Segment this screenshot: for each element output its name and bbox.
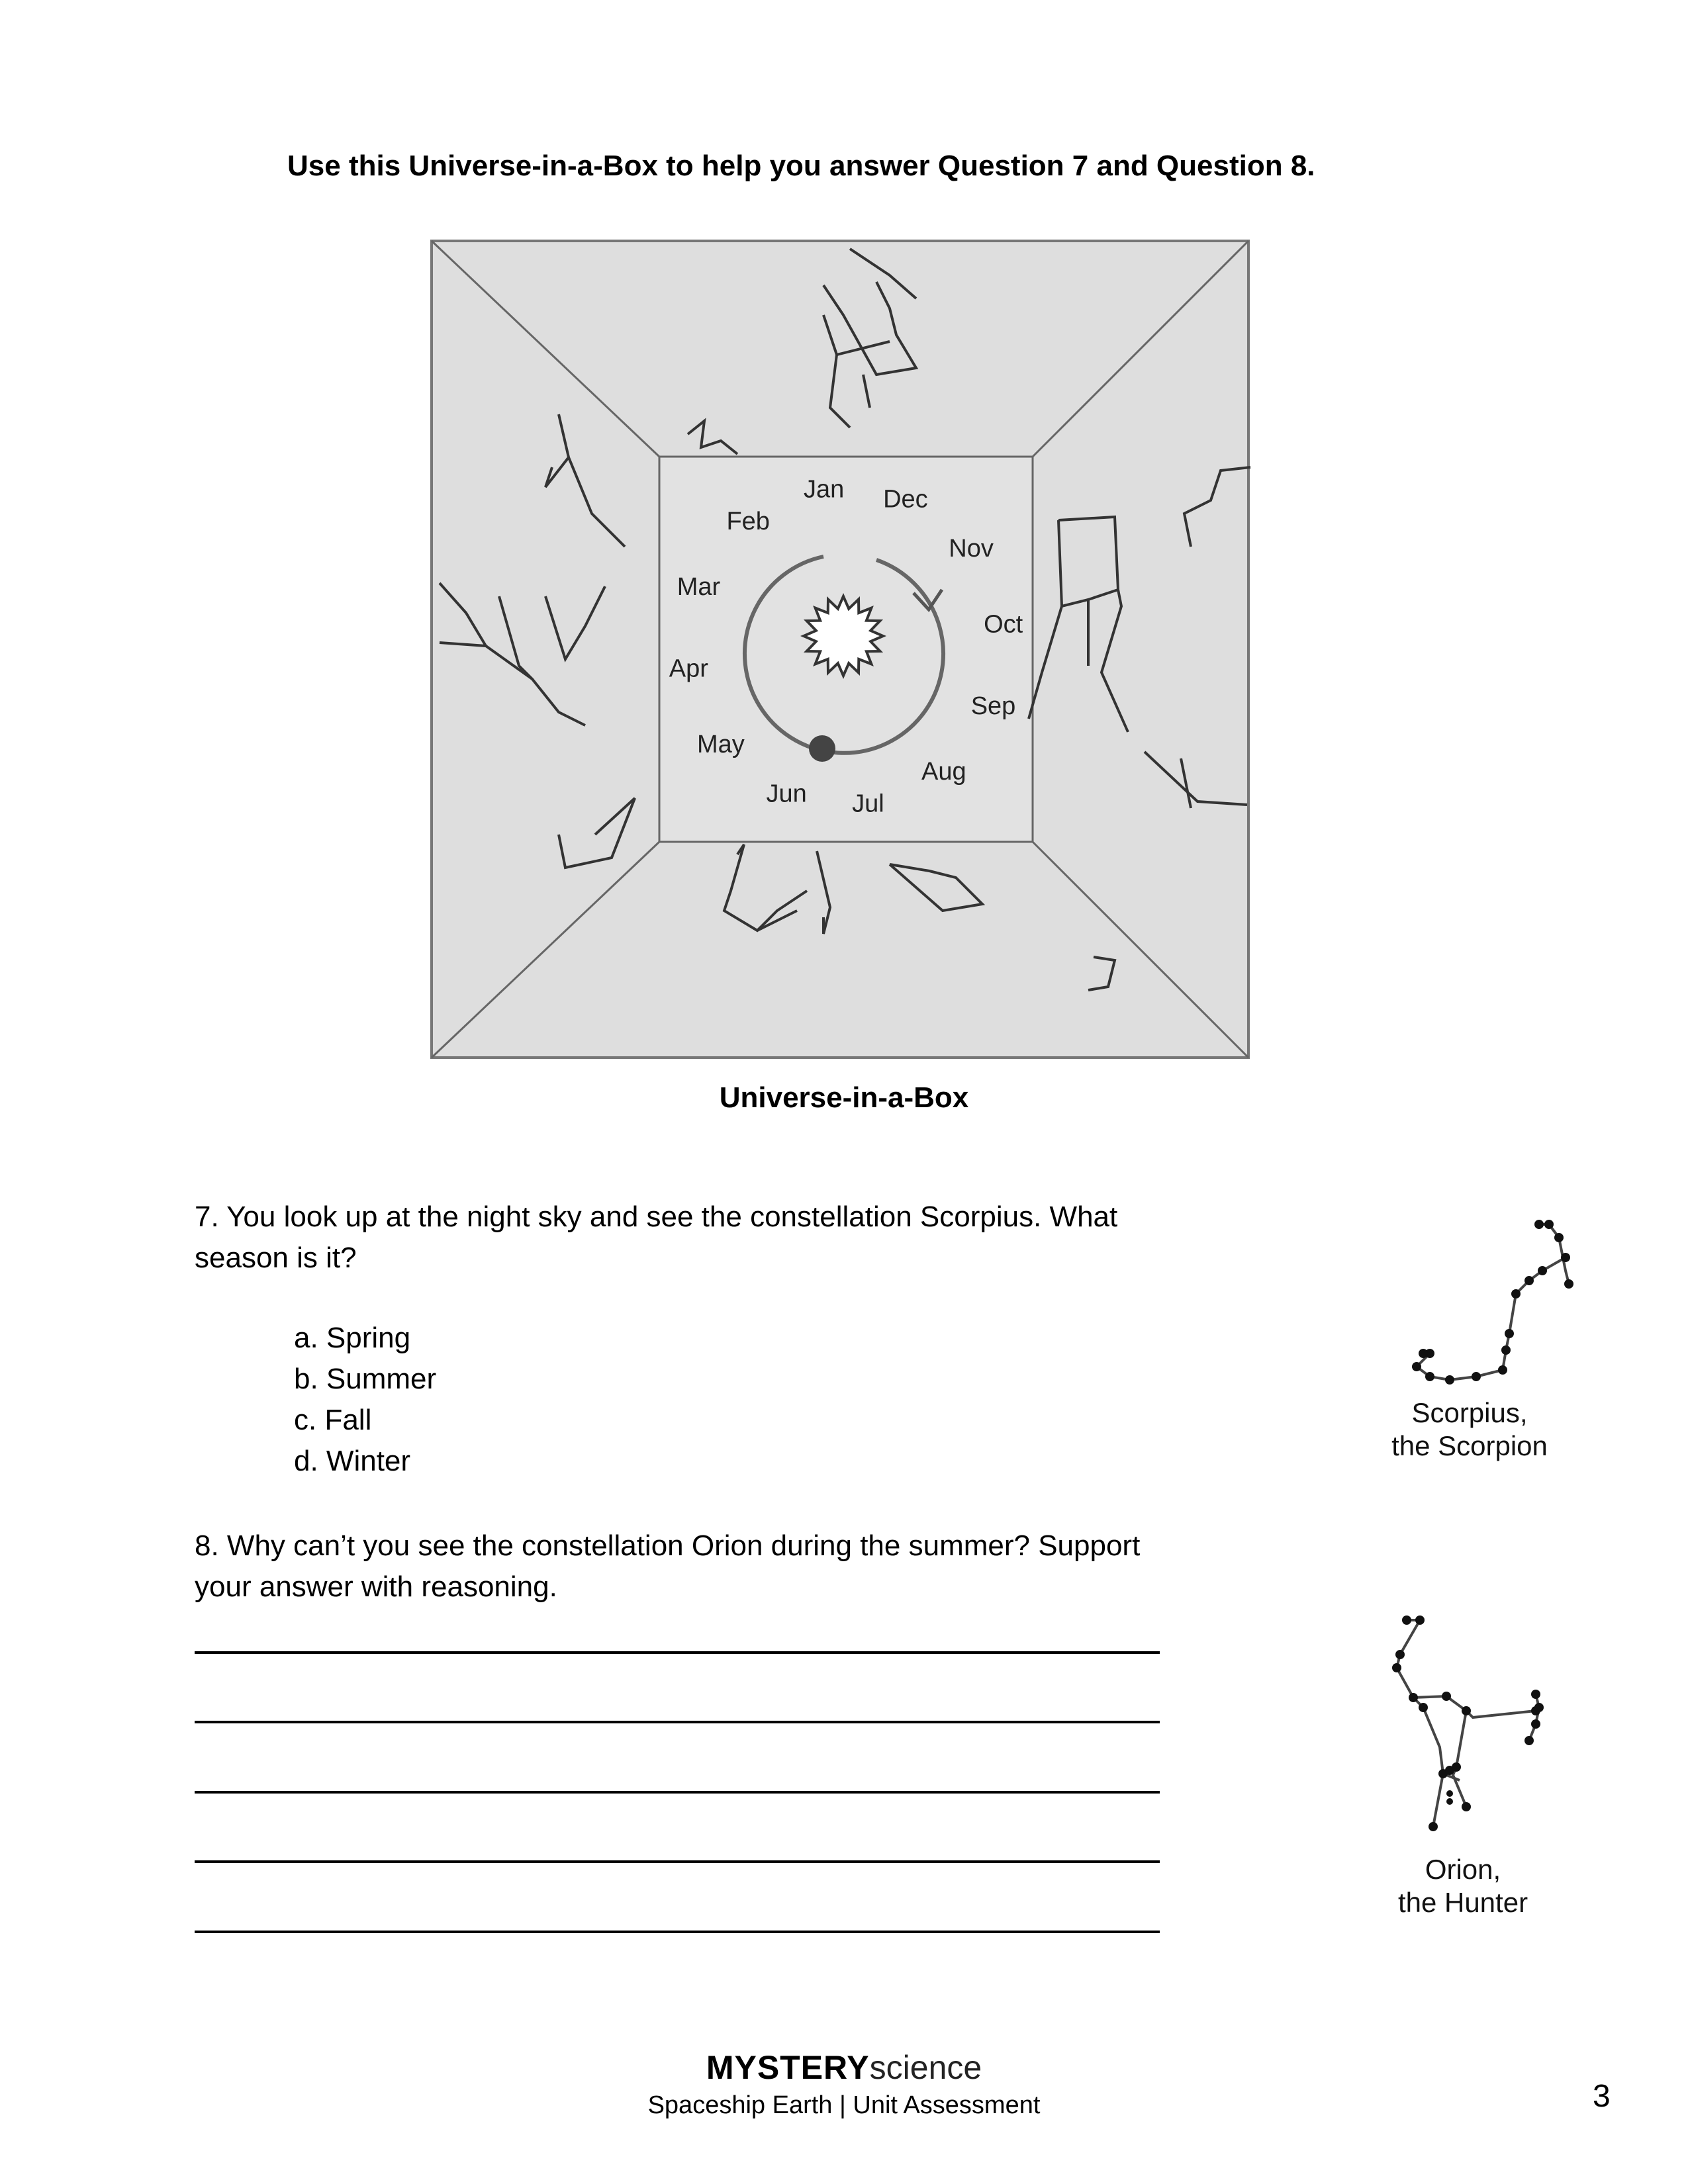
- month-label: Jun: [766, 780, 807, 808]
- page-number: 3: [1593, 2079, 1611, 2114]
- footer-subtitle: Spaceship Earth | Unit Assessment: [647, 2091, 1041, 2119]
- orion-constellation-icon: [1350, 1602, 1575, 1853]
- question-7: 7. You look up at the night sky and see the constellation Scorpius. What season is it?: [195, 1201, 1118, 1274]
- answer-line-1[interactable]: [195, 1651, 1160, 1654]
- answer-line-3[interactable]: [195, 1791, 1160, 1794]
- universe-in-a-box-diagram: [426, 236, 1254, 1063]
- answer-line-2[interactable]: [195, 1721, 1160, 1723]
- scorpius-caption-1: Scorpius,: [1411, 1397, 1528, 1428]
- question-8: 8. Why can’t you see the constellation Orion during the summer? Support your answer with reasoning.: [195, 1529, 1141, 1603]
- box-caption: Universe-in-a-Box: [719, 1081, 969, 1114]
- orion-figure: [1350, 1602, 1575, 1919]
- mystery-science-logo: [0, 2048, 1688, 2087]
- answer-line-5[interactable]: [195, 1931, 1160, 1933]
- month-label: Jul: [852, 790, 884, 818]
- sun-icon: [804, 596, 883, 676]
- month-label: Oct: [984, 610, 1023, 639]
- logo-light: science: [869, 2049, 982, 2086]
- choice-a[interactable]: a. Spring: [294, 1322, 411, 1354]
- logo-bold: MYSTERY: [706, 2049, 870, 2086]
- month-label: Jan: [803, 475, 845, 504]
- month-label: Feb: [726, 507, 770, 535]
- instructions: Use this Universe-in-a-Box to help you answer Question 7 and Question 8.: [287, 150, 1315, 182]
- choice-b[interactable]: b. Summer: [294, 1363, 437, 1395]
- choice-d[interactable]: d. Winter: [294, 1445, 411, 1477]
- answer-line-4[interactable]: [195, 1860, 1160, 1863]
- month-label: Nov: [949, 535, 994, 563]
- month-label: Apr: [669, 655, 708, 683]
- choice-c[interactable]: c. Fall: [294, 1404, 372, 1436]
- orion-caption-1: Orion,: [1425, 1854, 1501, 1885]
- month-label: Aug: [921, 758, 966, 786]
- scorpius-figure: [1350, 1211, 1589, 1463]
- month-label: Sep: [970, 692, 1016, 720]
- month-label: Mar: [677, 573, 721, 602]
- earth-dot-icon: [809, 735, 835, 762]
- question-7-choices: [294, 1318, 436, 1482]
- month-label: May: [697, 730, 745, 758]
- orion-caption-2: the Hunter: [1397, 1887, 1528, 1918]
- scorpius-caption-2: the Scorpion: [1391, 1430, 1548, 1461]
- month-label: Dec: [883, 485, 928, 514]
